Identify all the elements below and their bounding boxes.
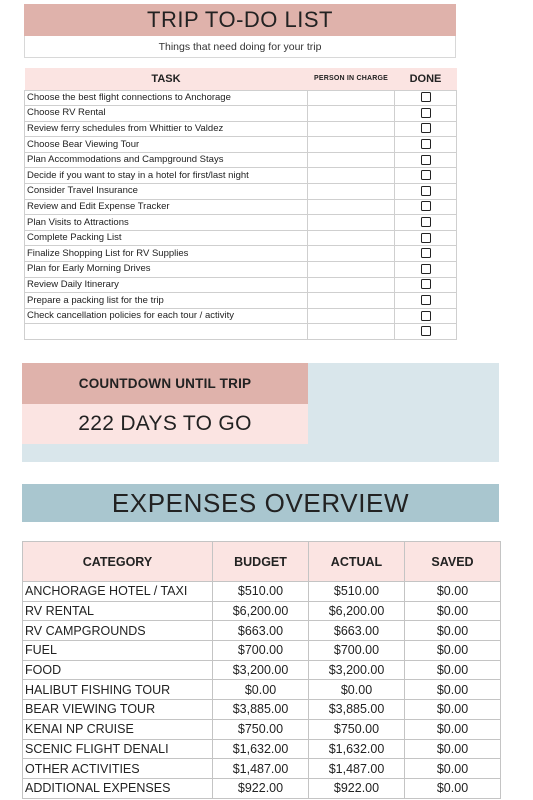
todo-task-cell[interactable]: Choose the best flight connections to Anchorage [25,90,308,106]
todo-done-cell [395,230,457,246]
todo-done-cell [395,121,457,137]
expense-budget-cell[interactable]: $0.00 [213,680,309,700]
todo-task-cell[interactable]: Plan Accommodations and Campground Stays [25,152,308,168]
expenses-header-category: CATEGORY [23,542,213,582]
done-checkbox[interactable] [421,233,431,243]
expense-category-cell[interactable]: SCENIC FLIGHT DENALI [23,739,213,759]
expense-budget-cell[interactable]: $1,487.00 [213,759,309,779]
expense-row [23,660,501,680]
todo-person-cell[interactable] [308,152,395,168]
todo-done-cell [395,324,457,340]
todo-task-cell[interactable]: Review and Edit Expense Tracker [25,199,308,215]
expense-actual-cell[interactable]: $1,632.00 [309,739,405,759]
expense-category-cell[interactable]: ANCHORAGE HOTEL / TAXI [23,582,213,602]
expenses-header-saved: SAVED [405,542,501,582]
todo-row [25,277,457,293]
todo-row [25,184,457,200]
todo-person-cell[interactable] [308,230,395,246]
expense-category-cell[interactable]: FUEL [23,641,213,661]
done-checkbox[interactable] [421,248,431,258]
done-checkbox[interactable] [421,108,431,118]
todo-row [25,199,457,215]
countdown-label: COUNTDOWN UNTIL TRIP [22,363,308,404]
todo-person-cell[interactable] [308,308,395,324]
todo-person-cell[interactable] [308,121,395,137]
expense-row [23,719,501,739]
todo-row [25,121,457,137]
todo-task-cell[interactable]: Decide if you want to stay in a hotel for first/last night [25,168,308,184]
expense-row [23,778,501,798]
done-checkbox[interactable] [421,170,431,180]
expenses-title: EXPENSES OVERVIEW [22,484,499,522]
done-checkbox[interactable] [421,155,431,165]
expense-saved-cell[interactable]: $0.00 [405,739,501,759]
todo-task-cell[interactable]: Choose Bear Viewing Tour [25,137,308,153]
todo-person-cell[interactable] [308,168,395,184]
todo-row [25,246,457,262]
todo-done-cell [395,293,457,309]
todo-task-cell[interactable]: Review Daily Itinerary [25,277,308,293]
expense-budget-cell[interactable]: $510.00 [213,582,309,602]
expense-category-cell[interactable]: KENAI NP CRUISE [23,719,213,739]
expense-row [23,739,501,759]
todo-task-cell[interactable]: Finalize Shopping List for RV Supplies [25,246,308,262]
done-checkbox[interactable] [421,295,431,305]
expense-row [23,621,501,641]
todo-done-cell [395,262,457,278]
todo-title: TRIP TO-DO LIST [24,4,456,36]
expense-actual-cell[interactable]: $663.00 [309,621,405,641]
expense-actual-cell[interactable]: $3,200.00 [309,660,405,680]
todo-row [25,215,457,231]
todo-table [24,68,457,340]
expense-row [23,680,501,700]
todo-row [25,137,457,153]
todo-row [25,293,457,309]
expense-budget-cell[interactable]: $750.00 [213,719,309,739]
done-checkbox[interactable] [421,326,431,336]
expense-saved-cell[interactable]: $0.00 [405,582,501,602]
todo-done-cell [395,246,457,262]
todo-header-done: DONE [395,68,457,90]
todo-task-cell[interactable]: Choose RV Rental [25,106,308,122]
todo-header-person: PERSON IN CHARGE [308,68,395,90]
expense-actual-cell[interactable]: $750.00 [309,719,405,739]
expense-category-cell[interactable]: OTHER ACTIVITIES [23,759,213,779]
todo-done-cell [395,168,457,184]
done-checkbox[interactable] [421,201,431,211]
expense-saved-cell[interactable]: $0.00 [405,621,501,641]
todo-row [25,152,457,168]
todo-done-cell [395,106,457,122]
expense-actual-cell[interactable]: $700.00 [309,641,405,661]
todo-person-cell[interactable] [308,199,395,215]
expense-saved-cell[interactable]: $0.00 [405,759,501,779]
expenses-table [22,541,501,799]
done-checkbox[interactable] [421,217,431,227]
todo-header-row [25,68,457,90]
todo-subtitle: Things that need doing for your trip [24,36,456,58]
countdown-value: 222 DAYS TO GO [22,404,308,444]
expense-actual-cell[interactable]: $922.00 [309,778,405,798]
todo-task-cell[interactable]: Consider Travel Insurance [25,184,308,200]
expense-row [23,641,501,661]
todo-row [25,262,457,278]
done-checkbox[interactable] [421,279,431,289]
todo-person-cell[interactable] [308,137,395,153]
todo-task-cell[interactable]: Plan for Early Morning Drives [25,262,308,278]
todo-task-cell[interactable] [25,324,308,340]
todo-body [25,90,457,340]
todo-row [25,106,457,122]
expense-category-cell[interactable]: BEAR VIEWING TOUR [23,700,213,720]
todo-person-cell[interactable] [308,262,395,278]
expense-budget-cell[interactable]: $700.00 [213,641,309,661]
todo-done-cell [395,90,457,106]
expense-budget-cell[interactable]: $3,200.00 [213,660,309,680]
expense-budget-cell[interactable]: $922.00 [213,778,309,798]
todo-row [25,90,457,106]
todo-task-cell[interactable]: Prepare a packing list for the trip [25,293,308,309]
done-checkbox[interactable] [421,139,431,149]
expense-category-cell[interactable]: RV CAMPGROUNDS [23,621,213,641]
expense-saved-cell[interactable]: $0.00 [405,680,501,700]
done-checkbox[interactable] [421,264,431,274]
expenses-header-budget: BUDGET [213,542,309,582]
expense-category-cell[interactable]: RV RENTAL [23,601,213,621]
todo-done-cell [395,199,457,215]
expense-saved-cell[interactable]: $0.00 [405,601,501,621]
todo-row [25,324,457,340]
expense-actual-cell[interactable]: $0.00 [309,680,405,700]
expense-category-cell[interactable]: FOOD [23,660,213,680]
done-checkbox[interactable] [421,123,431,133]
todo-row [25,230,457,246]
todo-person-cell[interactable] [308,90,395,106]
expense-saved-cell[interactable]: $0.00 [405,778,501,798]
expenses-header-row [23,542,501,582]
expense-actual-cell[interactable]: $6,200.00 [309,601,405,621]
todo-task-cell[interactable]: Review ferry schedules from Whittier to Valdez [25,121,308,137]
expense-saved-cell[interactable]: $0.00 [405,700,501,720]
expense-actual-cell[interactable]: $3,885.00 [309,700,405,720]
expense-budget-cell[interactable]: $663.00 [213,621,309,641]
todo-person-cell[interactable] [308,215,395,231]
done-checkbox[interactable] [421,311,431,321]
todo-row [25,308,457,324]
expense-actual-cell[interactable]: $510.00 [309,582,405,602]
expense-saved-cell[interactable]: $0.00 [405,660,501,680]
todo-done-cell [395,184,457,200]
todo-row [25,168,457,184]
expense-row [23,582,501,602]
todo-done-cell [395,215,457,231]
expense-saved-cell[interactable]: $0.00 [405,641,501,661]
todo-done-cell [395,152,457,168]
expense-row [23,759,501,779]
done-checkbox[interactable] [421,92,431,102]
expense-actual-cell[interactable]: $1,487.00 [309,759,405,779]
expense-category-cell[interactable]: ADDITIONAL EXPENSES [23,778,213,798]
expense-saved-cell[interactable]: $0.00 [405,719,501,739]
expense-row [23,601,501,621]
todo-task-cell[interactable]: Plan Visits to Attractions [25,215,308,231]
todo-done-cell [395,137,457,153]
todo-person-cell[interactable] [308,184,395,200]
expense-row [23,700,501,720]
todo-task-cell[interactable]: Complete Packing List [25,230,308,246]
todo-person-cell[interactable] [308,293,395,309]
expense-budget-cell[interactable]: $6,200.00 [213,601,309,621]
todo-done-cell [395,308,457,324]
expense-category-cell[interactable]: HALIBUT FISHING TOUR [23,680,213,700]
todo-done-cell [395,277,457,293]
expenses-body [23,582,501,799]
todo-person-cell[interactable] [308,106,395,122]
todo-task-cell[interactable]: Check cancellation policies for each tour / activity [25,308,308,324]
done-checkbox[interactable] [421,186,431,196]
todo-person-cell[interactable] [308,277,395,293]
todo-header-task: TASK [25,68,308,90]
expenses-header-actual: ACTUAL [309,542,405,582]
todo-person-cell[interactable] [308,324,395,340]
expense-budget-cell[interactable]: $3,885.00 [213,700,309,720]
todo-person-cell[interactable] [308,246,395,262]
expense-budget-cell[interactable]: $1,632.00 [213,739,309,759]
